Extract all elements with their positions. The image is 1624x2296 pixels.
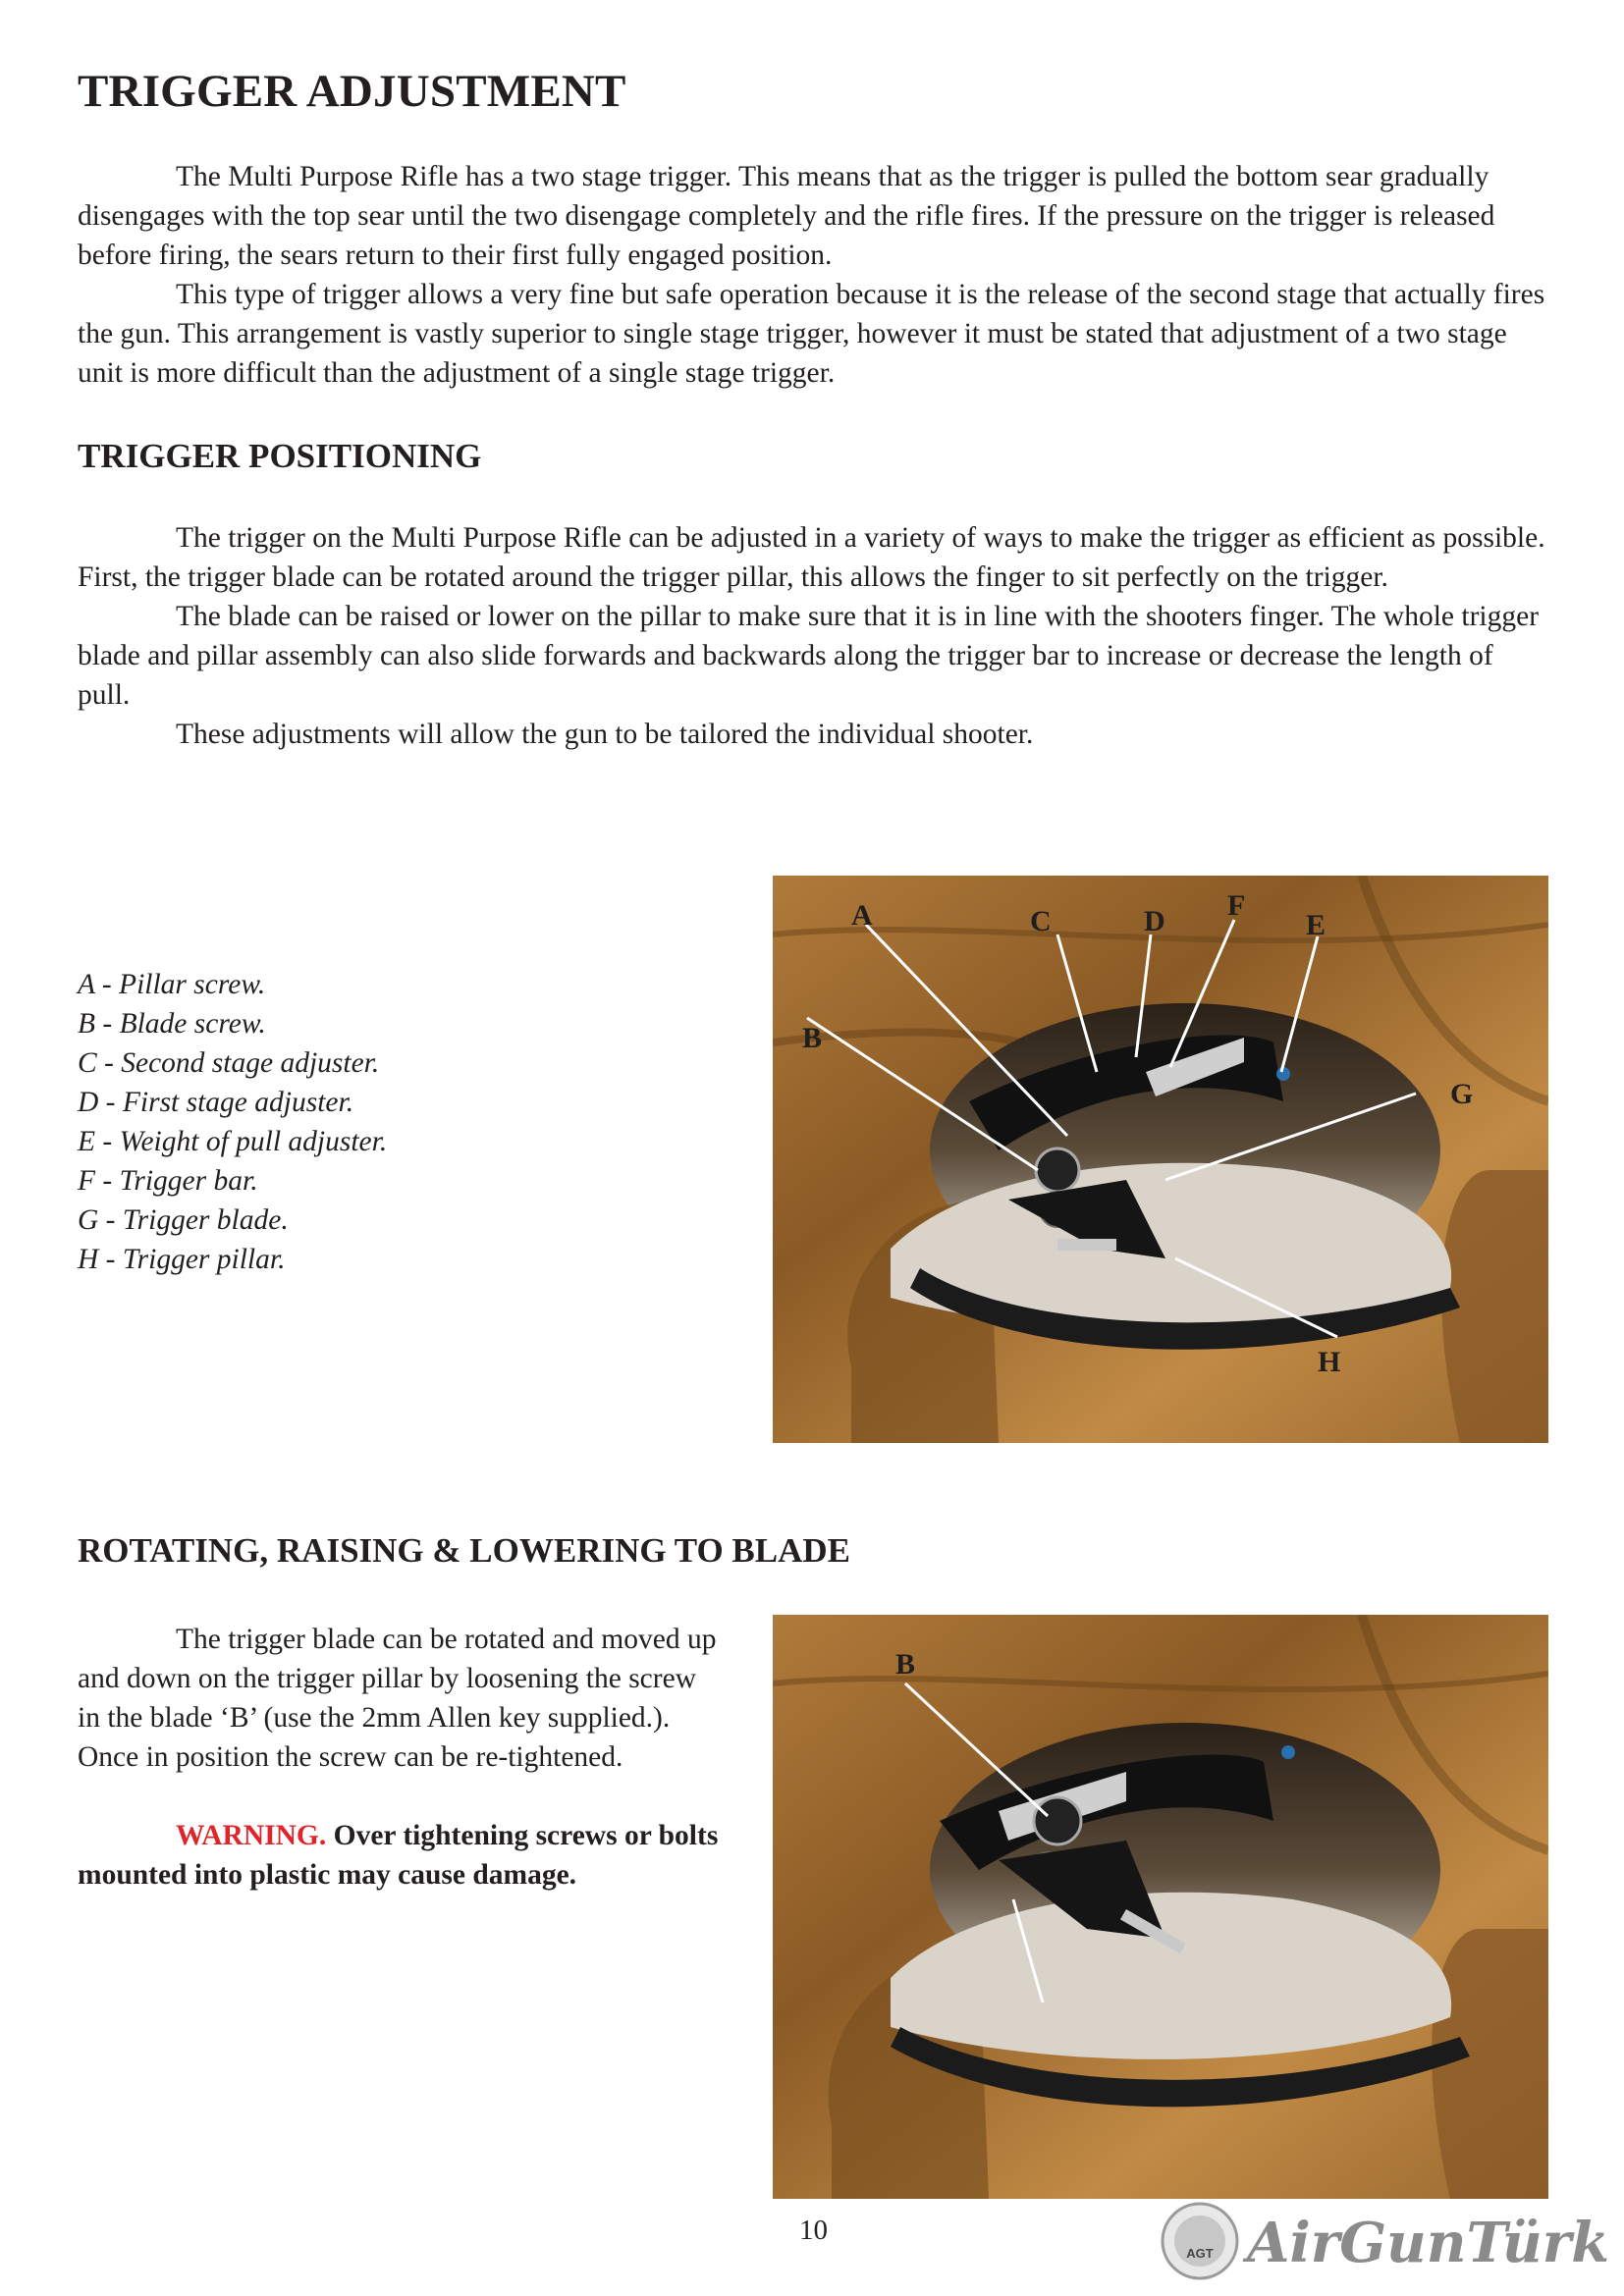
positioning-section	[78, 518, 1550, 754]
rotating-paragraph: The trigger blade can be rotated and moved up and down on the trigger pillar by loosening the screw in the blade ‘B’ (use the 2mm Allen key supplied.). Once in position the screw can be re-tightened.	[78, 1624, 717, 1773]
airgunturk-logo	[1159, 2197, 1610, 2285]
legend-item: B - Blade screw.	[78, 1008, 266, 1040]
page-number: 10	[799, 2215, 828, 2246]
positioning-paragraph-1: The trigger on the Multi Purpose Rifle can be adjusted in a variety of ways to make the trigger as efficient as possible. First, the trigger blade can be rotated around the trigger pillar, this allows the finger to sit perfectly on the trigger.	[78, 522, 1545, 593]
label-c: C	[1030, 905, 1052, 937]
blade-screw-photo	[773, 1615, 1548, 2199]
rotating-section	[78, 1620, 726, 1895]
positioning-heading: TRIGGER POSITIONING	[78, 437, 482, 475]
legend-item: F - Trigger bar.	[78, 1165, 258, 1197]
label-g: G	[1450, 1078, 1474, 1110]
intro-section	[78, 157, 1550, 393]
trigger-assembly-photo	[773, 876, 1548, 1443]
logo-text: AirGunTürk	[1247, 2211, 1610, 2275]
label-b-photo2: B	[895, 1648, 916, 1681]
rotating-heading: ROTATING, RAISING & LOWERING TO BLADE	[78, 1531, 851, 1570]
warning-text: Over tightening screws or bolts mounted into plastic may cause damage.	[78, 1820, 719, 1891]
label-a: A	[851, 899, 873, 932]
positioning-paragraph-2: The blade can be raised or lower on the pillar to make sure that it is in line with the shooters finger. The whole trigger blade and pillar assembly can also slide forwards and backwards along the trigger bar to increase or decrease the length of pull.	[78, 601, 1540, 711]
page-title: TRIGGER ADJUSTMENT	[78, 66, 626, 117]
positioning-paragraph-3: These adjustments will allow the gun to be tailored the individual shooter.	[176, 719, 1034, 750]
intro-paragraph-2: This type of trigger allows a very fine but safe operation because it is the release of the second stage that actually fires the gun. This arrangement is vastly superior to single stage trigger, however it must be stated that adjustment of a two stage unit is more difficult than the adjustment of a single stage trigger.	[78, 279, 1545, 389]
legend-item: A - Pillar screw.	[78, 969, 266, 1000]
label-e: E	[1306, 909, 1326, 941]
legend-item: D - First stage adjuster.	[78, 1087, 354, 1118]
label-d: D	[1144, 905, 1165, 937]
legend-item: H - Trigger pillar.	[78, 1244, 286, 1275]
parts-legend	[78, 965, 387, 1279]
warning-label: WARNING.	[176, 1820, 327, 1851]
legend-item: E - Weight of pull adjuster.	[78, 1126, 388, 1157]
label-h: H	[1318, 1346, 1341, 1378]
legend-item: G - Trigger blade.	[78, 1204, 289, 1236]
intro-paragraph-1: The Multi Purpose Rifle has a two stage trigger. This means that as the trigger is pulled the bottom sear gradually disengages with the top sear until the two disengage completely and the rifle fires. If the pressure on the trigger is released before firing, the sears return to their first fully engaged position.	[78, 161, 1495, 271]
legend-item: C - Second stage adjuster.	[78, 1047, 380, 1079]
label-f: F	[1227, 889, 1246, 922]
warning-paragraph	[78, 1816, 726, 1895]
logo-badge: AGT	[1186, 2246, 1214, 2261]
label-b: B	[802, 1022, 823, 1054]
